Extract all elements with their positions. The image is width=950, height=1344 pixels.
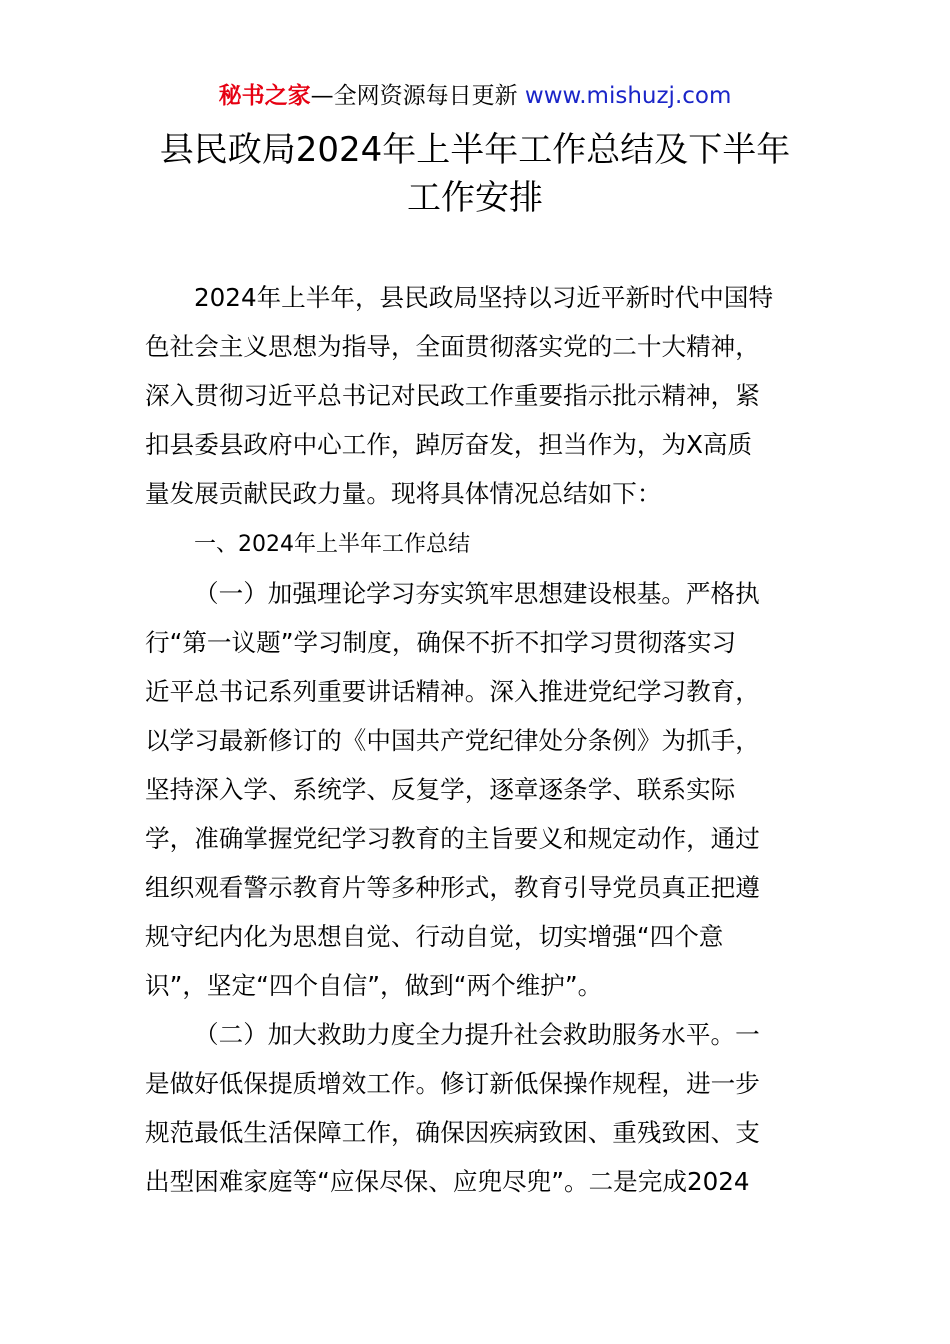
body-line: 规守纪内化为思想自觉、行动自觉，切实增强“四个意: [145, 922, 724, 951]
body-line: 近平总书记系列重要讲话精神。深入推进党纪学习教育，: [145, 677, 760, 706]
body-line: 是做好低保提质增效工作。修订新低保操作规程，进一步: [145, 1069, 760, 1098]
body-line: 学，准确掌握党纪学习教育的主旨要义和规定动作，通过: [145, 824, 760, 853]
title-line-2: 工作安排: [407, 178, 543, 218]
title-line-1: 县民政局2024年上半年工作总结及下半年: [159, 130, 791, 170]
section-heading: 一、2024年上半年工作总结: [194, 532, 470, 557]
site-url-link[interactable]: www.mishuzj.com: [524, 83, 732, 109]
document-title: [120, 126, 830, 222]
body-line: 2024年上半年，县民政局坚持以习近平新时代中国特: [194, 283, 774, 312]
body-line: （一）加强理论学习夯实筑牢思想建设根基。严格执: [194, 579, 760, 608]
site-header: [0, 80, 950, 112]
body-line: 色社会主义思想为指导，全面贯彻落实党的二十大精神，: [145, 332, 760, 361]
body-line: 出型困难家庭等“应保尽保、应兜尽兜”。二是完成2024: [145, 1167, 750, 1196]
body-line: 深入贯彻习近平总书记对民政工作重要指示批示精神，紧: [145, 381, 760, 410]
body-line: 识”，坚定“四个自信”，做到“两个维护”。: [145, 971, 603, 1000]
body-line: 扣县委县政府中心工作，踔厉奋发，担当作为，为X高质: [145, 430, 753, 459]
body-line: 坚持深入学、系统学、反复学，逐章逐条学、联系实际: [145, 775, 736, 804]
body-line: 行“第一议题”学习制度，确保不折不扣学习贯彻落实习: [145, 628, 737, 657]
body-line: 以学习最新修订的《中国共产党纪律处分条例》为抓手，: [145, 726, 760, 755]
site-brand: 秘书之家: [218, 83, 311, 109]
body-line: （二）加大救助力度全力提升社会救助服务水平。一: [194, 1020, 760, 1049]
body-line: 规范最低生活保障工作，确保因疾病致困、重残致困、支: [145, 1118, 760, 1147]
site-tagline: —全网资源每日更新: [310, 83, 518, 109]
body-line: 组织观看警示教育片等多种形式，教育引导党员真正把遵: [145, 873, 760, 902]
body-line: 量发展贡献民政力量。现将具体情况总结如下：: [145, 479, 662, 508]
